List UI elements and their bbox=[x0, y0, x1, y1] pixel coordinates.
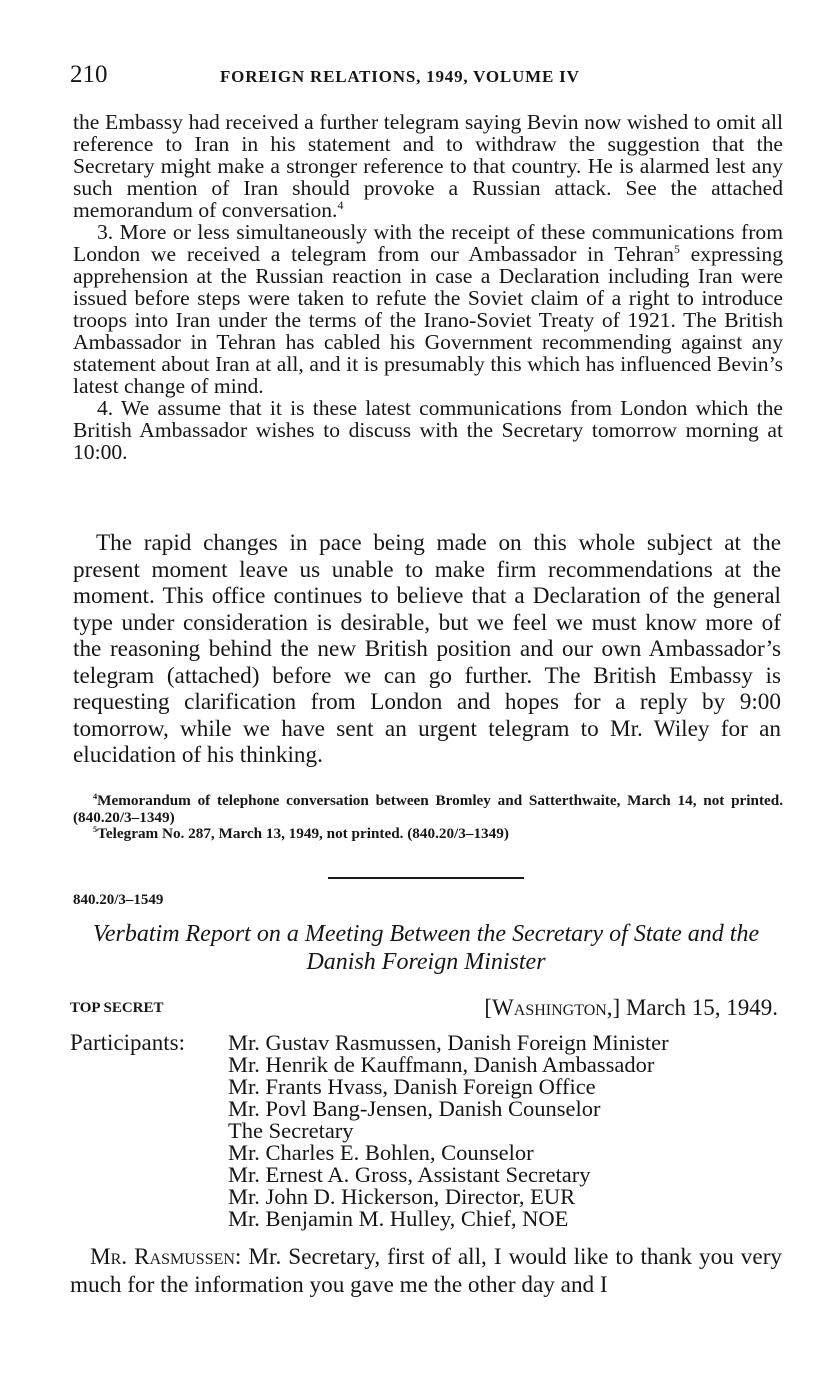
main-paragraph: The rapid changes in pace being made on this whole subject at the present moment leave us unable to make firm recommendations at the moment. This office continues to believe that a Declaration of the general type under consideration is desirable, but we feel we must know more of the reasoning behind the new British position and our own Ambassador’s telegram (attached) before we can go further. The British Embassy is requesting clarification from London and hopes for a reply by 9:00 tomorrow, while we have sent an urgent telegram to Mr. Wiley for an elucidation of his thinking. bbox=[73, 530, 781, 768]
footnotes bbox=[73, 793, 783, 843]
participant: Mr. John D. Hickerson, Director, EUR bbox=[228, 1184, 576, 1209]
participant: Mr. Frants Hvass, Danish Foreign Office bbox=[228, 1074, 596, 1099]
page-number: 210 bbox=[70, 61, 108, 88]
memo-item-4: 4. We assume that it is these latest communications from London which the British Ambassador wishes to discuss with the Secretary tomorrow morning at 10:00. bbox=[73, 396, 783, 464]
footnote-ref-5: 5 bbox=[673, 241, 680, 256]
participant: Mr. Benjamin M. Hulley, Chief, NOE bbox=[228, 1206, 569, 1231]
participant: The Secretary bbox=[228, 1118, 354, 1143]
classification-label: TOP SECRET bbox=[70, 1000, 164, 1016]
date: March 15, 1949. bbox=[625, 995, 778, 1020]
memo-continuation: the Embassy had received a further telegram saying Bevin now wished to omit all reference to Iran in his statement and to withdraw the suggestion that the Secretary might make a stronger reference to that country. He is alarmed lest any such mention of Iran should provoke a Russian attack. See the attached memorandum of conversation.$^4$ bbox=[73, 110, 783, 222]
page-header bbox=[70, 60, 782, 92]
participant: Mr. Henrik de Kauffmann, Danish Ambassador bbox=[228, 1052, 655, 1077]
place-date-line bbox=[484, 995, 778, 1021]
speech-paragraph bbox=[70, 1244, 782, 1299]
footnote-4: $^4$Memorandum of telephone conversation between Bromley and Satterthwaite, March 14, not printed. (840.20/3–1349) bbox=[73, 791, 783, 826]
participants-list bbox=[228, 1032, 669, 1230]
participant: Mr. Povl Bang-Jensen, Danish Counselor bbox=[228, 1096, 601, 1121]
section-divider bbox=[328, 877, 524, 879]
footnote-ref-4: 4 bbox=[337, 197, 344, 212]
memo-item-3: 3. More or less simultaneously with the receipt of these communications from London we received a telegram from our Ambassador in Tehran$^5$ expressing apprehension at the Russian reaction in case a Declaration including Iran were issued before steps were taken to refute the Soviet claim of a right to introduce troops into Iran under the terms of the Irano-Soviet Treaty of 1921. The British Ambassador in Tehran has cabled his Government recommending against any statement about Iran at all, and it is presumably this which has influenced Bevin’s latest change of mind. bbox=[73, 220, 783, 398]
place: [Washington,] bbox=[484, 995, 621, 1020]
speaker-name: Mr. Rasmussen: bbox=[90, 1244, 242, 1270]
speech-text: Mr. Secretary, first of all, I would like to thank you very much for the information you gave me the other day and I bbox=[70, 1244, 783, 1298]
participant: Mr. Charles E. Bohlen, Counselor bbox=[228, 1140, 534, 1165]
running-head: FOREIGN RELATIONS, 1949, VOLUME IV bbox=[220, 67, 580, 86]
document-title: Verbatim Report on a Meeting Between the Secretary of State and the Danish Foreign Minister bbox=[92, 921, 760, 975]
participants-label: Participants: bbox=[70, 1030, 185, 1055]
footnote-5: $^5$Telegram No. 287, March 13, 1949, not printed. (840.20/3–1349) bbox=[93, 824, 509, 842]
memo-continuation-block bbox=[73, 111, 783, 463]
participant: Mr. Ernest A. Gross, Assistant Secretary bbox=[228, 1162, 591, 1187]
participant: Mr. Gustav Rasmussen, Danish Foreign Minister bbox=[228, 1030, 669, 1055]
file-number: 840.20/3–1549 bbox=[73, 892, 164, 908]
